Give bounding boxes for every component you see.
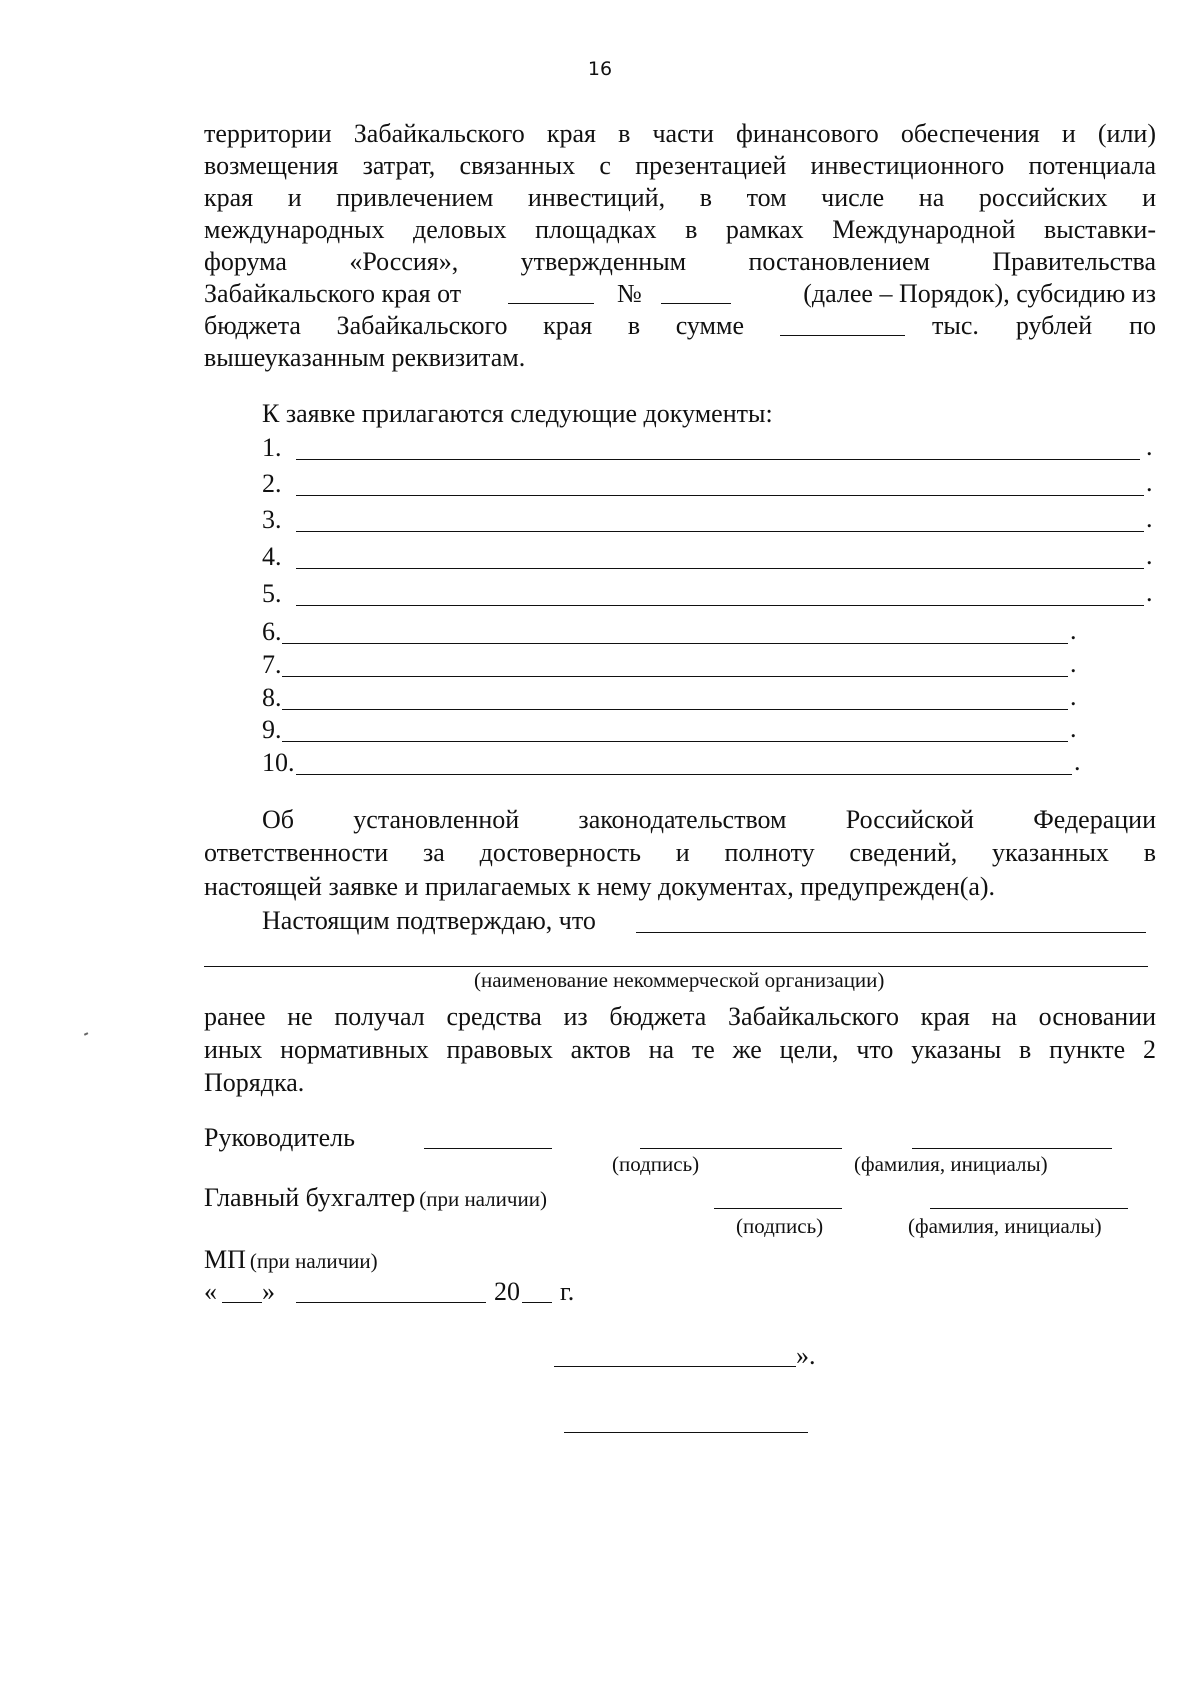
attachment-number-8: 8.	[262, 683, 282, 712]
intro-line-5: форума «Россия», утвержденным постановлением Правительства	[204, 247, 1156, 276]
responsibility-line-3: настоящей заявке и прилагаемых к нему документах, предупрежден(а).	[204, 872, 996, 901]
attachment-line-9	[282, 741, 1068, 742]
intro-line-8: вышеуказанным реквизитам.	[204, 343, 526, 372]
accountant-label: Главный бухгалтер	[204, 1183, 416, 1212]
attachment-end-4: .	[1146, 541, 1153, 570]
year-suffix: г.	[560, 1277, 575, 1306]
attachment-end-8: .	[1070, 682, 1077, 711]
attachment-line-6	[282, 643, 1068, 644]
number-blank-line	[661, 303, 731, 304]
attachment-line-10	[296, 774, 1072, 775]
org-name-line-1	[636, 932, 1146, 933]
head-signature-line	[640, 1148, 842, 1149]
confirm-line-3: Порядка.	[204, 1068, 305, 1097]
accountant-signature-caption: (подпись)	[736, 1214, 824, 1238]
attachment-line-3	[296, 531, 1144, 532]
closing-line	[554, 1366, 796, 1367]
scan-speck	[84, 1032, 88, 1035]
accountant-name-line	[930, 1208, 1128, 1209]
attachment-end-10: .	[1074, 747, 1081, 776]
intro-line-6-start: Забайкальского края от	[204, 279, 462, 308]
attachment-number-9: 9.	[262, 715, 282, 744]
attachment-end-5: .	[1146, 578, 1153, 607]
accountant-label-group	[204, 1182, 547, 1214]
attachment-number-2: 2.	[262, 469, 282, 498]
head-label: Руководитель	[204, 1123, 355, 1152]
attachment-line-4	[296, 568, 1144, 569]
attachment-end-3: .	[1146, 504, 1153, 533]
page-number: 16	[587, 58, 613, 80]
attachment-number-5: 5.	[262, 579, 282, 608]
attachment-number-4: 4.	[262, 542, 282, 571]
year-blank-line	[522, 1302, 552, 1303]
intro-line-2: возмещения затрат, связанных с презентацией инвестиционного потенциала	[204, 151, 1156, 180]
confirm-line-2: иных нормативных правовых актов на те же цели, что указаны в пункте 2	[204, 1035, 1156, 1064]
date-day-line	[222, 1302, 262, 1303]
attachment-number-3: 3.	[262, 505, 282, 534]
intro-line-3: края и привлечением инвестиций, в том числе на российских и	[204, 183, 1156, 212]
mp-note: (при наличии)	[249, 1249, 378, 1273]
attachment-end-2: .	[1146, 468, 1153, 497]
date-blank-line	[508, 303, 594, 304]
year-prefix: 20	[494, 1277, 520, 1306]
accountant-name-caption: (фамилия, инициалы)	[908, 1214, 1102, 1238]
attachment-number-1: 1.	[262, 433, 282, 462]
date-open-quote: «	[204, 1277, 217, 1306]
attachment-number-6: 6.	[262, 617, 282, 646]
responsibility-line-2: ответственности за достоверность и полноту сведений, указанных в	[204, 838, 1156, 867]
attachment-line-7	[282, 676, 1068, 677]
attachment-number-10: 10.	[262, 748, 295, 777]
head-name-caption: (фамилия, инициалы)	[854, 1152, 1048, 1176]
intro-line-6-end: (далее – Порядок), субсидию из	[803, 279, 1156, 308]
responsibility-line-1: Об установленной законодательством Российской Федерации	[262, 805, 1156, 834]
attachment-number-7: 7.	[262, 650, 282, 679]
head-name-line	[912, 1148, 1112, 1149]
mp-label-group	[204, 1244, 378, 1276]
intro-number-sign: №	[617, 279, 642, 308]
attachment-line-8	[282, 709, 1068, 710]
attachment-line-5	[296, 605, 1144, 606]
intro-line-1: территории Забайкальского края в части финансового обеспечения и (или)	[204, 119, 1156, 148]
attachment-end-1: .	[1146, 432, 1153, 461]
intro-line-4: международных деловых площадках в рамках Международной выставки-	[204, 215, 1156, 244]
accountant-signature-line	[714, 1208, 842, 1209]
date-month-line	[296, 1302, 486, 1303]
attachment-end-6: .	[1070, 616, 1077, 645]
intro-line-7-start: бюджета Забайкальского края в сумме	[204, 311, 744, 340]
confirm-line-1: ранее не получал средства из бюджета Забайкальского края на основании	[204, 1002, 1156, 1031]
org-name-caption: (наименование некоммерческой организации)	[474, 968, 885, 992]
mp-label: МП	[204, 1245, 246, 1274]
amount-blank-line	[780, 335, 905, 336]
separator-line	[564, 1432, 808, 1433]
attachment-line-1	[296, 459, 1140, 460]
head-blank-line	[424, 1148, 552, 1149]
accountant-note: (при наличии)	[419, 1187, 547, 1211]
attachments-heading: К заявке прилагаются следующие документы:	[262, 399, 773, 428]
attachment-line-2	[296, 495, 1144, 496]
closing-mark: ».	[796, 1341, 816, 1370]
head-signature-caption: (подпись)	[612, 1152, 700, 1176]
attachment-end-9: .	[1070, 714, 1077, 743]
attachment-end-7: .	[1070, 649, 1077, 678]
confirm-text: Настоящим подтверждаю, что	[262, 906, 596, 935]
intro-line-7-end: тыс. рублей по	[932, 311, 1156, 340]
org-name-line-2	[204, 966, 1148, 967]
date-close-quote: »	[262, 1277, 275, 1306]
